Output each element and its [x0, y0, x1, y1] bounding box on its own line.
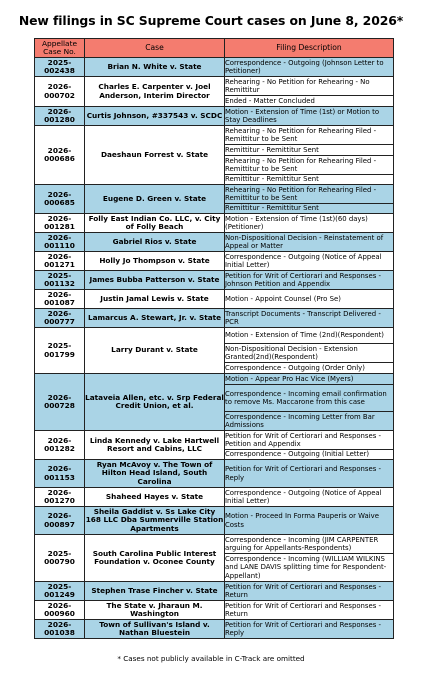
table-row: [35, 214, 394, 233]
filing-description: Correspondence - Outgoing (Order Only): [225, 363, 394, 374]
case-name: Lamarcus A. Stewart, Jr. v. State: [85, 309, 225, 328]
case-number: 2025- 001799: [35, 328, 85, 374]
table-row: [35, 58, 394, 77]
table-row: [35, 185, 394, 204]
case-name: Lataveia Allen, etc. v. Srp Federal Credit Union, et al.: [85, 374, 225, 431]
filing-description: Rehearing - No Petition for Rehearing - No Remittitur: [225, 77, 394, 96]
filing-description: Correspondence - Incoming email confirmation to remove Ms. Maccarone from this case: [225, 385, 394, 412]
case-name: Eugene D. Green v. State: [85, 185, 225, 214]
filing-description: Petition for Writ of Certiorari and Responses - Reply: [225, 460, 394, 488]
table-body: [35, 58, 394, 639]
filing-description: Transcript Documents - Transcript Delivered - PCR: [225, 309, 394, 328]
case-number: 2026- 001282: [35, 431, 85, 460]
case-name: Linda Kennedy v. Lake Hartwell Resort and Cabins, LLC: [85, 431, 225, 460]
table-row: [35, 290, 394, 309]
case-name: Stephen Trase Fincher v. State: [85, 582, 225, 601]
case-name: Daeshaun Forrest v. State: [85, 126, 225, 185]
case-number: 2026- 001153: [35, 460, 85, 488]
filing-description: Petition for Writ of Certiorari and Responses - Petition and Appendix: [225, 431, 394, 450]
header-filing-description: Filing Description: [225, 39, 394, 58]
filing-description: Correspondence - Outgoing (Johnson Letter to Petitioner): [225, 58, 394, 77]
case-name: Holly Jo Thompson v. State: [85, 252, 225, 271]
table-row: [35, 601, 394, 620]
case-name: Town of Sullivan's Island v. Nathan Bluestein: [85, 620, 225, 639]
case-name: Curtis Johnson, #337543 v. SCDC: [85, 107, 225, 126]
case-name: Charles E. Carpenter v. Joel Anderson, Interim Director: [85, 77, 225, 107]
table-row: [35, 252, 394, 271]
filing-description: Correspondence - Outgoing (Notice of Appeal Initial Letter): [225, 488, 394, 507]
table-row: [35, 535, 394, 554]
filing-description: Correspondence - Incoming (JIM CARPENTER arguing for Appellants-Respondents): [225, 535, 394, 554]
case-name: Ryan McAvoy v. The Town of Hilton Head Island, South Carolina: [85, 460, 225, 488]
table-row: [35, 582, 394, 601]
page-title: New filings in SC Supreme Court cases on June 8, 2026*: [18, 13, 404, 28]
case-name: Sheila Gaddist v. Ss Lake City 168 LLC Dba Summerville Station Apartments: [85, 507, 224, 533]
filing-description: Motion - Appear Pro Hac Vice (Myers): [225, 374, 394, 385]
filing-description: Motion - Proceed In Forma Pauperis or Waive Costs: [225, 507, 394, 535]
filing-description: Rehearing - No Petition for Rehearing Filed - Remittitur to be Sent: [225, 156, 394, 175]
table-row: [35, 620, 394, 639]
case-number: 2025- 000790: [35, 535, 85, 582]
filing-description: Non-Dispositional Decision - Extension Granted(2nd)(Respondent): [225, 344, 394, 363]
filing-description: Petition for Writ of Certiorari and Responses - Johnson Petition and Appendix: [225, 271, 394, 290]
table-row: [35, 328, 394, 344]
table-row: [35, 488, 394, 507]
case-number: 2026- 000777: [35, 309, 85, 328]
case-name: Gabriel Rios v. State: [85, 233, 225, 252]
filings-table: [34, 38, 394, 639]
case-number: 2026- 000728: [35, 374, 85, 431]
filing-description: Correspondence - Outgoing (Notice of Appeal Initial Letter): [225, 252, 394, 271]
table-row: [35, 126, 394, 145]
case-number: 2026- 001270: [35, 488, 85, 507]
table-row: [35, 507, 394, 535]
table-row: [35, 374, 394, 385]
filing-description: Motion - Appoint Counsel (Pro Se): [225, 290, 394, 309]
table-row: [35, 107, 394, 126]
filing-description: Non-Dispositional Decision - Reinstatement of Appeal or Matter: [225, 233, 394, 252]
case-number: 2026- 000960: [35, 601, 85, 620]
table-row: [35, 309, 394, 328]
case-name: Shaheed Hayes v. State: [85, 488, 225, 507]
case-name: Folly East Indian Co. LLC, v. City of Folly Beach: [85, 214, 225, 233]
case-number: 2026- 001280: [35, 107, 85, 126]
table-row: [35, 460, 394, 488]
filing-description: Correspondence - Outgoing (Initial Letter): [225, 450, 394, 460]
filing-description: Ended - Matter Concluded: [225, 96, 394, 107]
case-name: Brian N. White v. State: [85, 58, 225, 77]
filing-description: Petition for Writ of Certiorari and Responses - Return: [225, 582, 394, 601]
case-number: 2026- 001038: [35, 620, 85, 639]
case-number: 2025- 002438: [35, 58, 85, 77]
footnote: * Cases not publicly available in C-Track are omitted: [117, 654, 305, 663]
case-name: Justin Jamal Lewis v. State: [85, 290, 225, 309]
filing-description: Remittitur - Remittitur Sent: [225, 175, 394, 185]
table-row: [35, 233, 394, 252]
case-number: 2026- 001110: [35, 233, 85, 252]
table-row: [35, 431, 394, 450]
case-number: 2026- 001087: [35, 290, 85, 309]
filing-description: Petition for Writ of Certiorari and Responses - Reply: [225, 620, 394, 639]
table-header-row: [35, 39, 394, 58]
filing-description: Rehearing - No Petition for Rehearing Filed - Remittitur to be Sent: [225, 185, 394, 204]
header-case: Case: [85, 39, 225, 58]
filing-description: Correspondence - Incoming Letter from Bar Admissions: [225, 412, 394, 431]
filing-description: Motion - Extension of Time (1st)(60 days)(Petitioner): [225, 214, 394, 233]
filing-description: Remittitur - Remittitur Sent: [225, 204, 394, 214]
filing-description: Motion - Extension of Time (2nd)(Respondent): [225, 328, 394, 344]
filing-description: Petition for Writ of Certiorari and Responses - Return: [225, 601, 394, 620]
case-name: James Bubba Patterson v. State: [85, 271, 225, 290]
filing-description: Correspondence - Incoming (WILLIAM WILKINS and LANE DAVIS splitting time for Respondent-Appellant): [225, 554, 394, 582]
table-row: [35, 77, 394, 96]
case-number: 2025- 001132: [35, 271, 85, 290]
case-number: 2025- 001249: [35, 582, 85, 601]
case-name: Larry Durant v. State: [85, 328, 225, 374]
filing-description: Rehearing - No Petition for Rehearing Filed - Remittitur to be Sent: [225, 126, 394, 145]
case-number: 2026- 000686: [35, 126, 85, 185]
case-name: The State v. Jharaun M. Washington: [85, 601, 225, 620]
filing-description: Remittitur - Remittitur Sent: [225, 145, 394, 156]
case-number: 2026- 000702: [35, 77, 85, 107]
case-number: 2026- 001271: [35, 252, 85, 271]
case-name: South Carolina Public Interest Foundation v. Oconee County: [85, 535, 225, 582]
table-row: [35, 271, 394, 290]
header-case-no: Appellate Case No.: [35, 39, 85, 58]
filing-description: Motion - Extension of Time (1st) or Motion to Stay Deadlines: [225, 107, 394, 126]
case-number: 2026- 000685: [35, 185, 85, 214]
case-number: 2026- 001281: [35, 214, 85, 233]
case-number: 2026- 000897: [35, 507, 85, 535]
